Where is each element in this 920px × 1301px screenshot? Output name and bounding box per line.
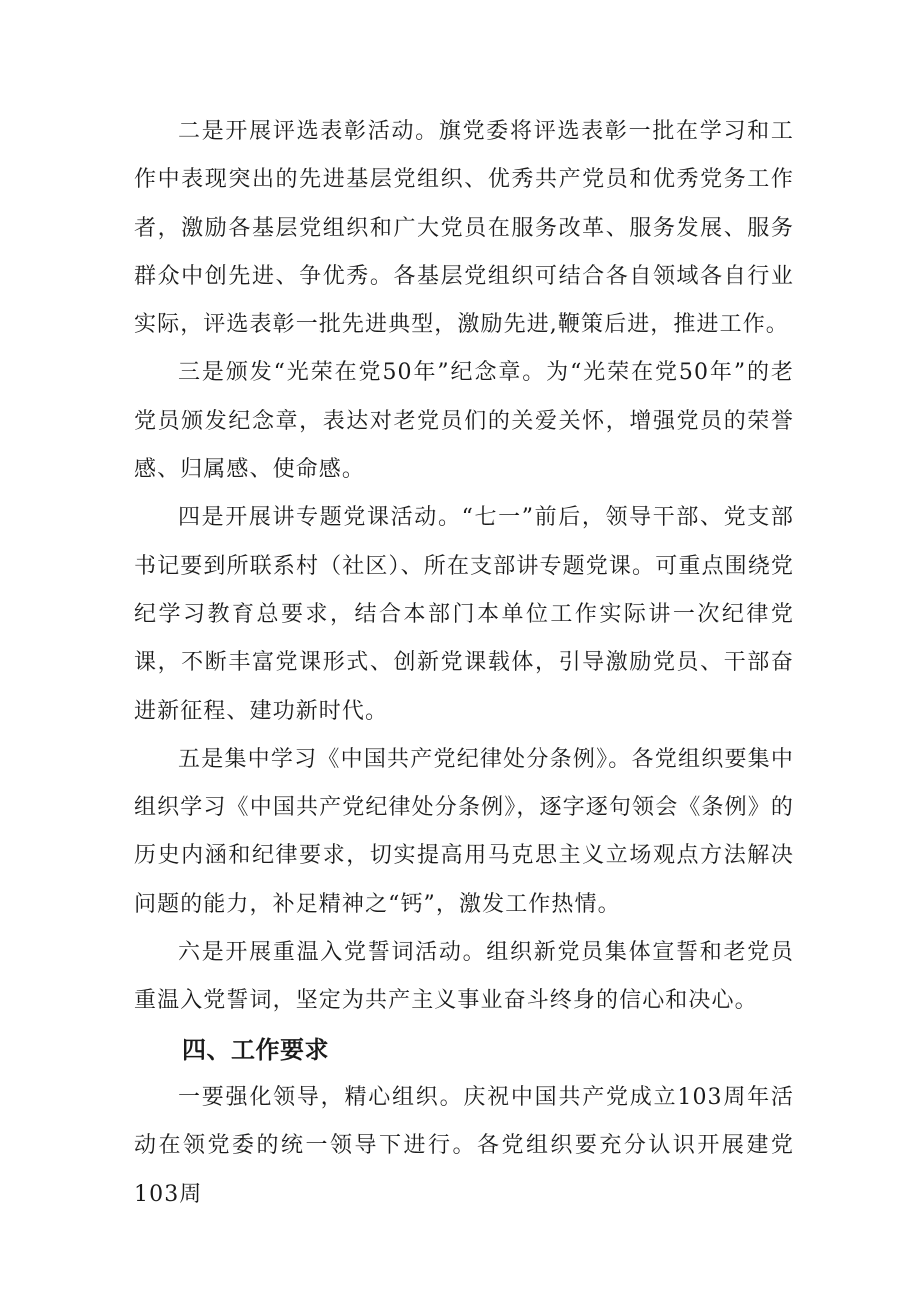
paragraph-party-lecture: 四是开展讲专题党课活动。“七一”前后，领导干部、党支部书记要到所联系村（社区）、所在支部讲专题党课。可重点围绕党纪学习教育总要求，结合本部门本单位工作实际讲一次纪律党课，不断丰富党课形式、创新党课载体，引导激励党员、干部奋进新征程、建功新时代。 [134, 505, 794, 724]
paragraph-medal: 三是颁发“光荣在党50年”纪念章。为“光荣在党50年”的老党员颁发纪念章，表达对老党员们的关爱关怀，增强党员的荣誉感、归属感、使命感。 [134, 360, 794, 483]
section-heading: 四、工作要求 [182, 1035, 329, 1064]
paragraph-discipline-study: 五是集中学习《中国共产党纪律处分条例》。各党组织要集中组织学习《中国共产党纪律处分条例》，逐字逐句领会《条例》的历史内涵和纪律要求，切实提高用马克思主义立场观点方法解决问题的能力，补足精神之“钙”，激发工作热情。 [134, 746, 794, 917]
paragraph-leadership: 一要强化领导，精心组织。庆祝中国共产党成立103周年活动在领党委的统一领导下进行。各党组织要充分认识开展建党103周 [134, 1084, 794, 1207]
document-body [134, 108, 794, 1219]
paragraph-commendation: 二是开展评选表彰活动。旗党委将评选表彰一批在学习和工作中表现突出的先进基层党组织、优秀共产党员和优秀党务工作者，激励各基层党组织和广大党员在服务改革、服务发展、服务群众中创先进、争优秀。各基层党组织可结合各自领域各自行业实际，评选表彰一批先进典型，激励先进,鞭策后进，推进工作。 [134, 119, 794, 338]
paragraph-oath: 六是开展重温入党誓词活动。组织新党员集体宣誓和老党员重温入党誓词，坚定为共产主义事业奋斗终身的信心和决心。 [134, 940, 794, 1014]
